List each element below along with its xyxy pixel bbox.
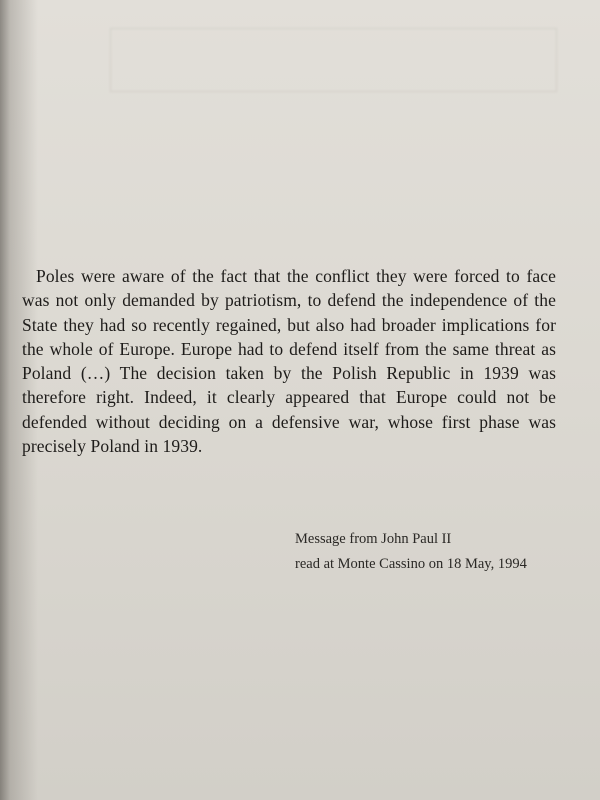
attribution-line-1 — [295, 527, 527, 552]
quote-paragraph: Poles were aware of the fact that the conflict they were forced to face was not only demanded by patriotism, to defend the independence of the State they had so recently regained, but also had broader implications for the whole of Europe. Europe had to defend itself from the same threat as Poland (…) The decision taken by the Polish Republic in 1939 was therefore right. Indeed, it clearly appeared that Europe could not be defended without deciding on a defensive war, whose first phase was precisely Poland in 1939. — [22, 266, 556, 457]
attribution — [295, 527, 527, 577]
bleed-through-box — [110, 28, 557, 92]
attribution-prefix: Message from — [295, 531, 382, 547]
attribution-name: John Paul II — [381, 531, 452, 547]
attribution-line-2: read at Monte Cassino on 18 May, 1994 — [295, 556, 527, 572]
